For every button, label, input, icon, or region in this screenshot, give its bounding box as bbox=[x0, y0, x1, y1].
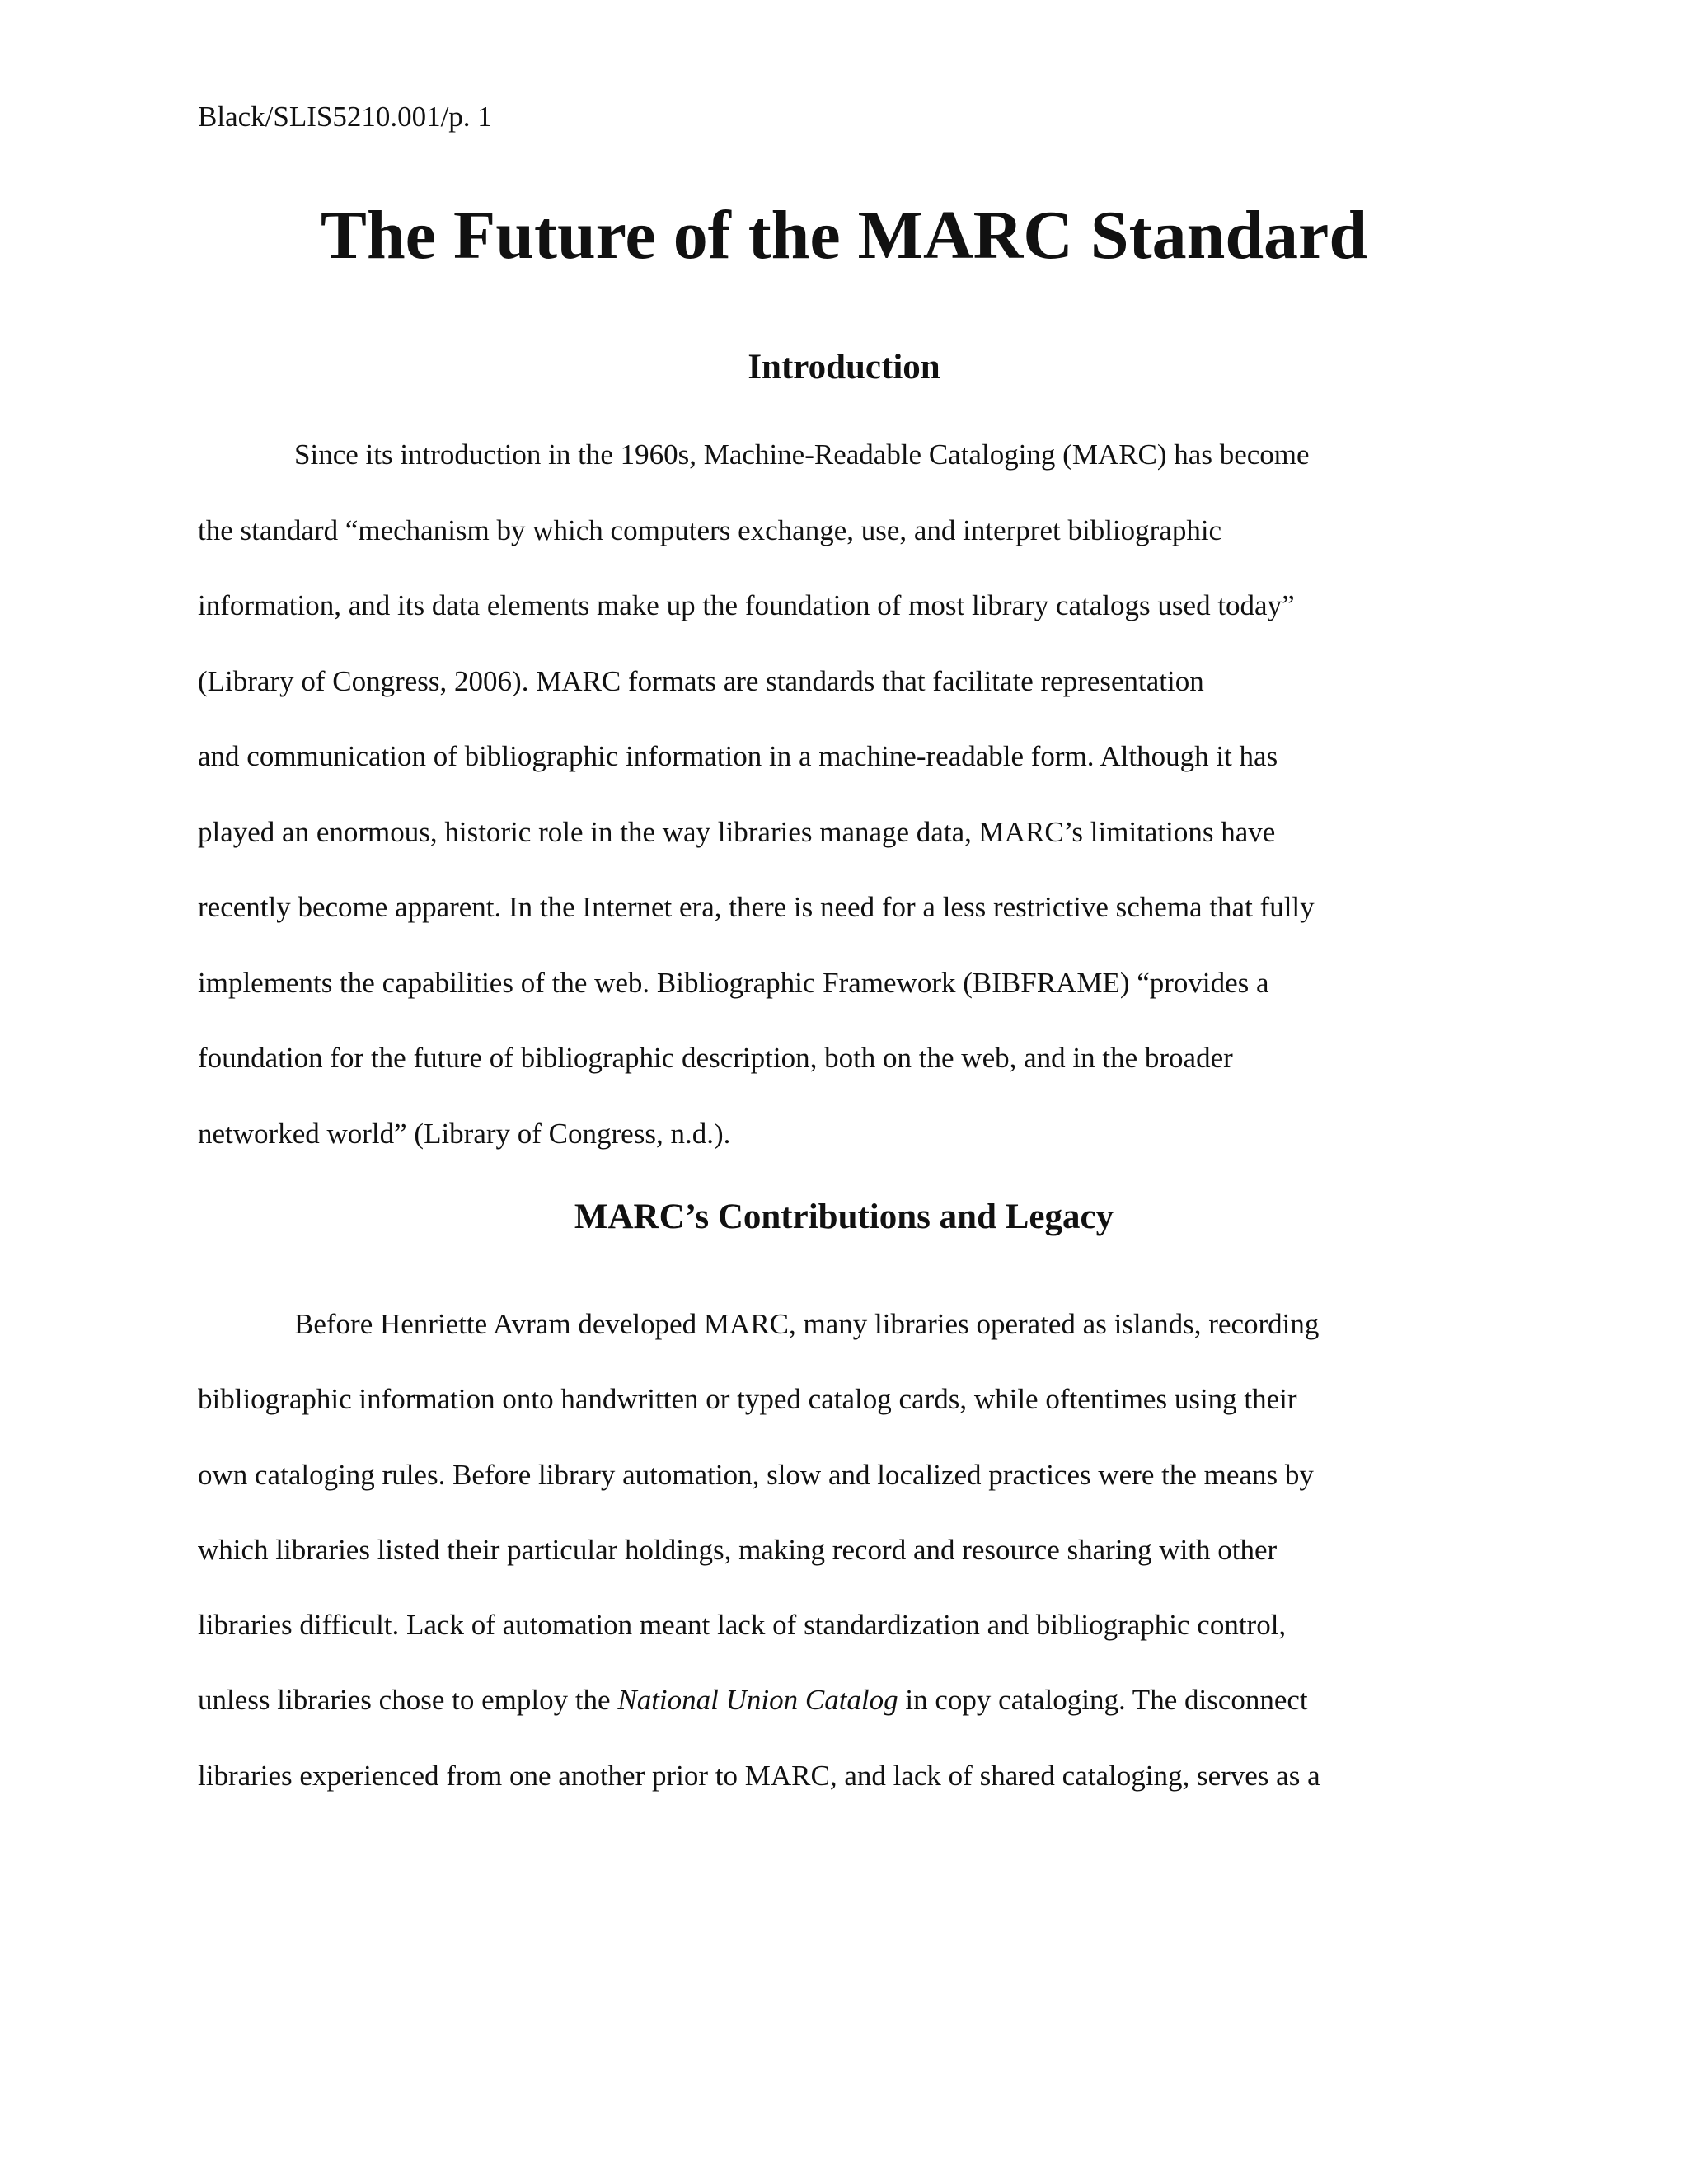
line-text-after: in copy cataloging. The disconnect bbox=[898, 1684, 1308, 1717]
page-title: The Future of the MARC Standard bbox=[320, 197, 1368, 274]
paragraph-line: which libraries listed their particular holdings, making record and resource sharing with other bbox=[198, 1533, 1278, 1566]
paragraph-line: and communication of bibliographic information in a machine-readable form. Although it has bbox=[198, 740, 1278, 772]
paragraph-line: (Library of Congress, 2006). MARC formats are standards that facilitate representation bbox=[198, 664, 1204, 697]
section-heading-introduction: Introduction bbox=[748, 348, 940, 387]
paragraph-line: networked world” (Library of Congress, n.d.). bbox=[198, 1117, 731, 1150]
paragraph-line: foundation for the future of bibliographic description, both on the web, and in the broader bbox=[198, 1042, 1233, 1074]
paragraph-line-with-italic bbox=[198, 1674, 1484, 1749]
paragraph-line: played an enormous, historic role in the way libraries manage data, MARC’s limitations have bbox=[198, 815, 1276, 848]
paragraph-line: libraries experienced from one another prior to MARC, and lack of shared cataloging, serves as a bbox=[198, 1759, 1320, 1792]
paragraph-line: Since its introduction in the 1960s, Machine-Readable Cataloging (MARC) has become bbox=[294, 438, 1310, 471]
running-head: Black/SLIS5210.001/p. 1 bbox=[198, 101, 492, 133]
paragraph-line: Before Henriette Avram developed MARC, many libraries operated as islands, recording bbox=[294, 1308, 1320, 1340]
paragraph-introduction bbox=[198, 429, 1484, 1183]
paragraph-line: information, and its data elements make up the foundation of most library catalogs used today” bbox=[198, 589, 1295, 621]
paragraph-line: the standard “mechanism by which computers exchange, use, and interpret bibliographic bbox=[198, 513, 1222, 546]
paragraph-line: own cataloging rules. Before library automation, slow and localized practices were the means by bbox=[198, 1458, 1314, 1491]
paragraph-line: implements the capabilities of the web. Bibliographic Framework (BIBFRAME) “provides a bbox=[198, 966, 1269, 999]
section-heading-contributions-legacy: MARC’s Contributions and Legacy bbox=[574, 1197, 1114, 1236]
line-text-before: unless libraries chose to employ the bbox=[198, 1684, 618, 1717]
paragraph-line: bibliographic information onto handwritten or typed catalog cards, while oftentimes using their bbox=[198, 1383, 1297, 1416]
paragraph-contributions-legacy bbox=[198, 1298, 1484, 1825]
paragraph-line: recently become apparent. In the Internet era, there is need for a less restrictive schema that fully bbox=[198, 891, 1315, 923]
italic-title-national-union-catalog: National Union Catalog bbox=[617, 1684, 898, 1717]
paragraph-line: libraries difficult. Lack of automation meant lack of standardization and bibliographic control, bbox=[198, 1609, 1287, 1642]
